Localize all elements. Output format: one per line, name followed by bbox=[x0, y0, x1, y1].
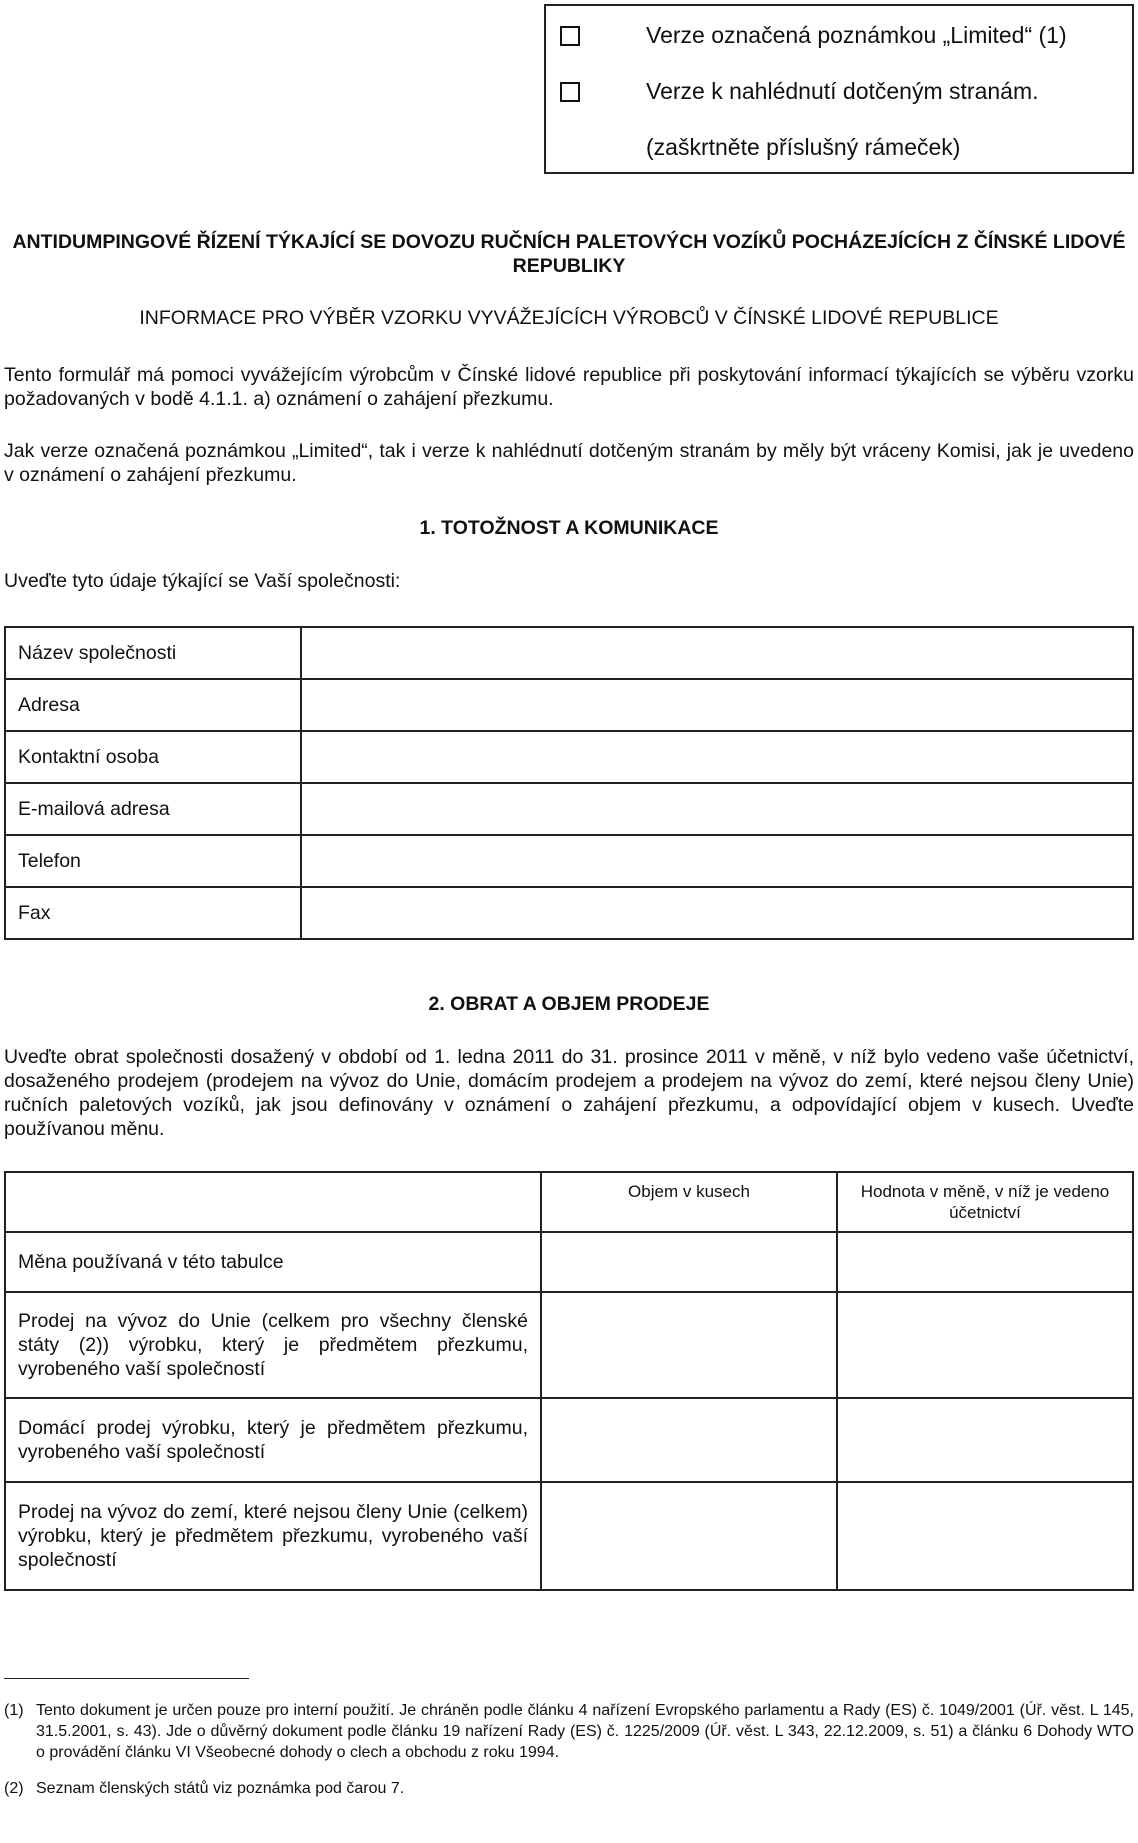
table-row bbox=[5, 1232, 1133, 1292]
volume-column-header: Objem v kusech bbox=[541, 1172, 837, 1232]
section-1-heading: 1. TOTOŽNOST A KOMUNIKACE bbox=[419, 517, 719, 539]
company-identity-table bbox=[4, 626, 1134, 940]
fax-label: Fax bbox=[5, 887, 301, 939]
table-header-row bbox=[5, 1172, 1133, 1232]
export-other-value-field[interactable] bbox=[837, 1482, 1133, 1590]
company-name-field[interactable] bbox=[301, 627, 1133, 679]
contact-person-field[interactable] bbox=[301, 731, 1133, 783]
table-row bbox=[5, 1292, 1133, 1398]
domestic-volume-field[interactable] bbox=[541, 1398, 837, 1482]
section-1-instruction: Uveďte tyto údaje týkající se Vaší společnosti: bbox=[4, 570, 401, 592]
document-title: ANTIDUMPINGOVÉ ŘÍZENÍ TÝKAJÍCÍ SE DOVOZU RUČNÍCH PALETOVÝCH VOZÍKŮ POCHÁZEJÍCÍCH Z ČÍNSKÉ LIDOVÉ REPUBLIKY bbox=[12, 231, 1126, 277]
value-column-header: Hodnota v měně, v níž je vedeno účetnictví bbox=[837, 1172, 1133, 1232]
domestic-value-field[interactable] bbox=[837, 1398, 1133, 1482]
export-other-volume-field[interactable] bbox=[541, 1482, 837, 1590]
currency-volume-cell bbox=[541, 1232, 837, 1292]
public-version-checkbox[interactable] bbox=[560, 82, 580, 102]
intro-paragraph-2: Jak verze označená poznámkou „Limited“, tak i verze k nahlédnutí dotčeným stranám by měly být vráceny Komisi, jak je uvedeno v oznámení o zahájení přezkumu. bbox=[4, 440, 1134, 486]
email-field[interactable] bbox=[301, 783, 1133, 835]
intro-paragraph: Tento formulář má pomoci vyvážejícím výrobcům v Čínské lidové republice při poskytování informací týkajících se výběru vzorku požadovaných v bodě 4.1.1. a) oznámení o zahájení přezkumu. bbox=[4, 364, 1134, 410]
limited-version-checkbox[interactable] bbox=[560, 26, 580, 46]
currency-value-field[interactable] bbox=[837, 1232, 1133, 1292]
turnover-table bbox=[4, 1171, 1134, 1591]
table-row bbox=[5, 1398, 1133, 1482]
phone-label: Telefon bbox=[5, 835, 301, 887]
table-row bbox=[5, 627, 1133, 679]
domestic-row-label: Domácí prodej výrobku, který je předmětem přezkumu, vyrobeného vaší společností bbox=[5, 1398, 541, 1482]
empty-header-cell bbox=[5, 1172, 541, 1232]
public-version-label: Verze k nahlédnutí dotčeným stranám. bbox=[646, 78, 1039, 104]
email-label: E-mailová adresa bbox=[5, 783, 301, 835]
export-eu-row-label: Prodej na vývoz do Unie (celkem pro všechny členské státy (2)) výrobku, který je předmětem přezkumu, vyrobeného vaší společností bbox=[5, 1292, 541, 1398]
contact-person-label: Kontaktní osoba bbox=[5, 731, 301, 783]
table-row bbox=[5, 783, 1133, 835]
document-subtitle: INFORMACE PRO VÝBĚR VZORKU VYVÁŽEJÍCÍCH VÝROBCŮ V ČÍNSKÉ LIDOVÉ REPUBLICE bbox=[139, 307, 999, 329]
address-field[interactable] bbox=[301, 679, 1133, 731]
section-2-heading: 2. OBRAT A OBJEM PRODEJE bbox=[428, 993, 710, 1015]
table-row bbox=[5, 887, 1133, 939]
table-row bbox=[5, 679, 1133, 731]
address-label: Adresa bbox=[5, 679, 301, 731]
section-2-instruction: Uveďte obrat společnosti dosažený v období od 1. ledna 2011 do 31. prosince 2011 v měně, v níž bylo vedeno vaše účetnictví, dosaženého prodejem (prodejem na vývoz do Unie, domácím prodejem a prodejem na vývoz do zemí, které nejsou členy Unie) ručních paletových vozíků, jak jsou definovány v oznámení o zahájení přezkumu, a odpovídající objem v kusech. Uveďte používanou měnu. bbox=[4, 1046, 1134, 1140]
footnote-1-text: Tento dokument je určen pouze pro interní použití. Je chráněn podle článku 4 nařízení Evropského parlamentu a Rady (ES) č. 1049/2001 (Úř. věst. L 145, 31.5.2001, s. 43). Jde o důvěrný dokument podle článku 19 nařízení Rady (ES) č. 1225/2009 (Úř. věst. L 343, 22.12.2009, s. 51) a článku 6 Dohody WTO o provádění článku VI Všeobecné dohody o clech a obchodu z roku 1994. bbox=[36, 1702, 1134, 1761]
fax-field[interactable] bbox=[301, 887, 1133, 939]
currency-row-label: Měna používaná v této tabulce bbox=[5, 1232, 541, 1292]
company-name-label: Název společnosti bbox=[5, 627, 301, 679]
limited-version-label: Verze označená poznámkou „Limited“ (1) bbox=[646, 22, 1067, 48]
version-box bbox=[544, 4, 1134, 174]
footnote-separator bbox=[4, 1678, 249, 1679]
footnote-2-text: Seznam členských států viz poznámka pod čarou 7. bbox=[36, 1780, 405, 1797]
table-row bbox=[5, 835, 1133, 887]
footnote-2-mark: (2) bbox=[4, 1780, 24, 1797]
footnote-1 bbox=[4, 1700, 1134, 1763]
checkbox-instruction: (zaškrtněte příslušný rámeček) bbox=[646, 134, 961, 160]
table-row bbox=[5, 731, 1133, 783]
export-eu-value-field[interactable] bbox=[837, 1292, 1133, 1398]
footnote-2 bbox=[4, 1778, 1134, 1799]
footnote-1-mark: (1) bbox=[4, 1702, 24, 1719]
table-row bbox=[5, 1482, 1133, 1590]
export-eu-volume-field[interactable] bbox=[541, 1292, 837, 1398]
export-other-row-label: Prodej na vývoz do zemí, které nejsou členy Unie (celkem) výrobku, který je předmětem přezkumu, vyrobeného vaší společností bbox=[5, 1482, 541, 1590]
phone-field[interactable] bbox=[301, 835, 1133, 887]
